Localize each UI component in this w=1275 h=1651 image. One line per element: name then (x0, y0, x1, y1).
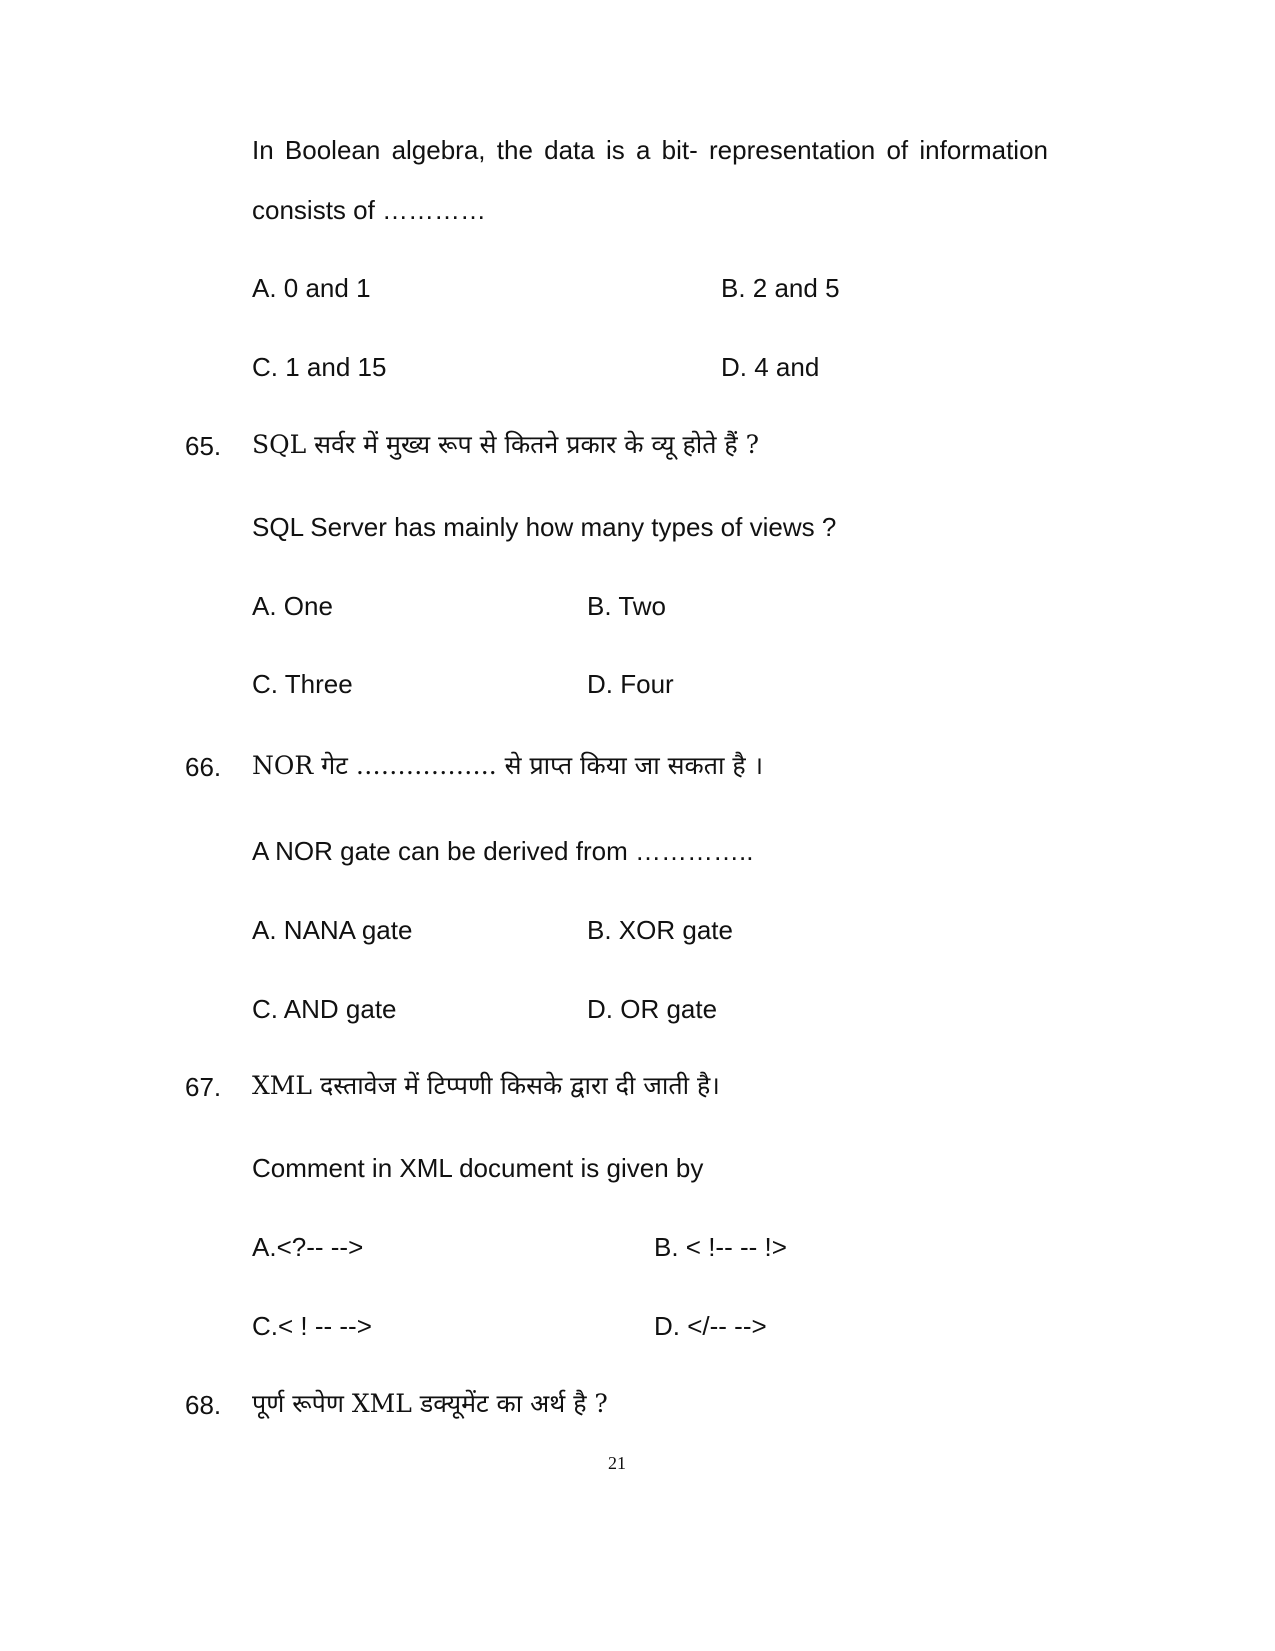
question-67-english: Comment in XML document is given by (252, 1153, 704, 1183)
page-number: 21 (608, 1453, 626, 1473)
question-67-hindi: XML दस्तावेज में टिप्पणी किसके द्वारा दी जाती है। (252, 1071, 720, 1100)
question-67-option-b: B. < !-- -- !> (654, 1232, 787, 1262)
question-number-66: 66. (185, 752, 222, 782)
question-65-option-a: A. One (252, 591, 333, 621)
question-67-option-d: D. </-- --> (654, 1311, 767, 1341)
question-66-hindi: NOR गेट …………….. से प्राप्त किया जा सकता है । (252, 751, 764, 780)
question-66-option-b: B. XOR gate (587, 915, 733, 945)
intro-question-line-2: consists of ………… (252, 195, 487, 225)
question-65-option-b: B. Two (587, 591, 667, 621)
question-66-english: A NOR gate can be derived from ………….. (252, 836, 754, 866)
question-number-68: 68. (185, 1390, 222, 1420)
question-67-option-a: A.<?-- --> (252, 1232, 364, 1262)
question-65-english: SQL Server has mainly how many types of views ? (252, 512, 837, 542)
question-67-option-c: C.< ! -- --> (252, 1311, 372, 1341)
intro-option-a: A. 0 and 1 (252, 273, 371, 303)
question-65-hindi: SQL सर्वर में मुख्य रूप से कितने प्रकार के व्यू होते हैं ? (252, 430, 760, 459)
intro-question-line-1: In Boolean algebra, the data is a bit- representation of information (252, 135, 1048, 165)
intro-option-d: D. 4 and (721, 352, 820, 382)
question-68-hindi: पूर्ण रूपेण XML डक्यूमेंट का अर्थ है ? (252, 1389, 608, 1418)
question-66-option-a: A. NANA gate (252, 915, 413, 945)
question-number-67: 67. (185, 1072, 222, 1102)
question-66-option-d: D. OR gate (587, 994, 718, 1024)
intro-option-b: B. 2 and 5 (721, 273, 840, 303)
question-66-option-c: C. AND gate (252, 994, 397, 1024)
question-65-option-d: D. Four (587, 669, 674, 699)
question-65-option-c: C. Three (252, 669, 353, 699)
question-number-65: 65. (185, 431, 222, 461)
intro-option-c: C. 1 and 15 (252, 352, 387, 382)
